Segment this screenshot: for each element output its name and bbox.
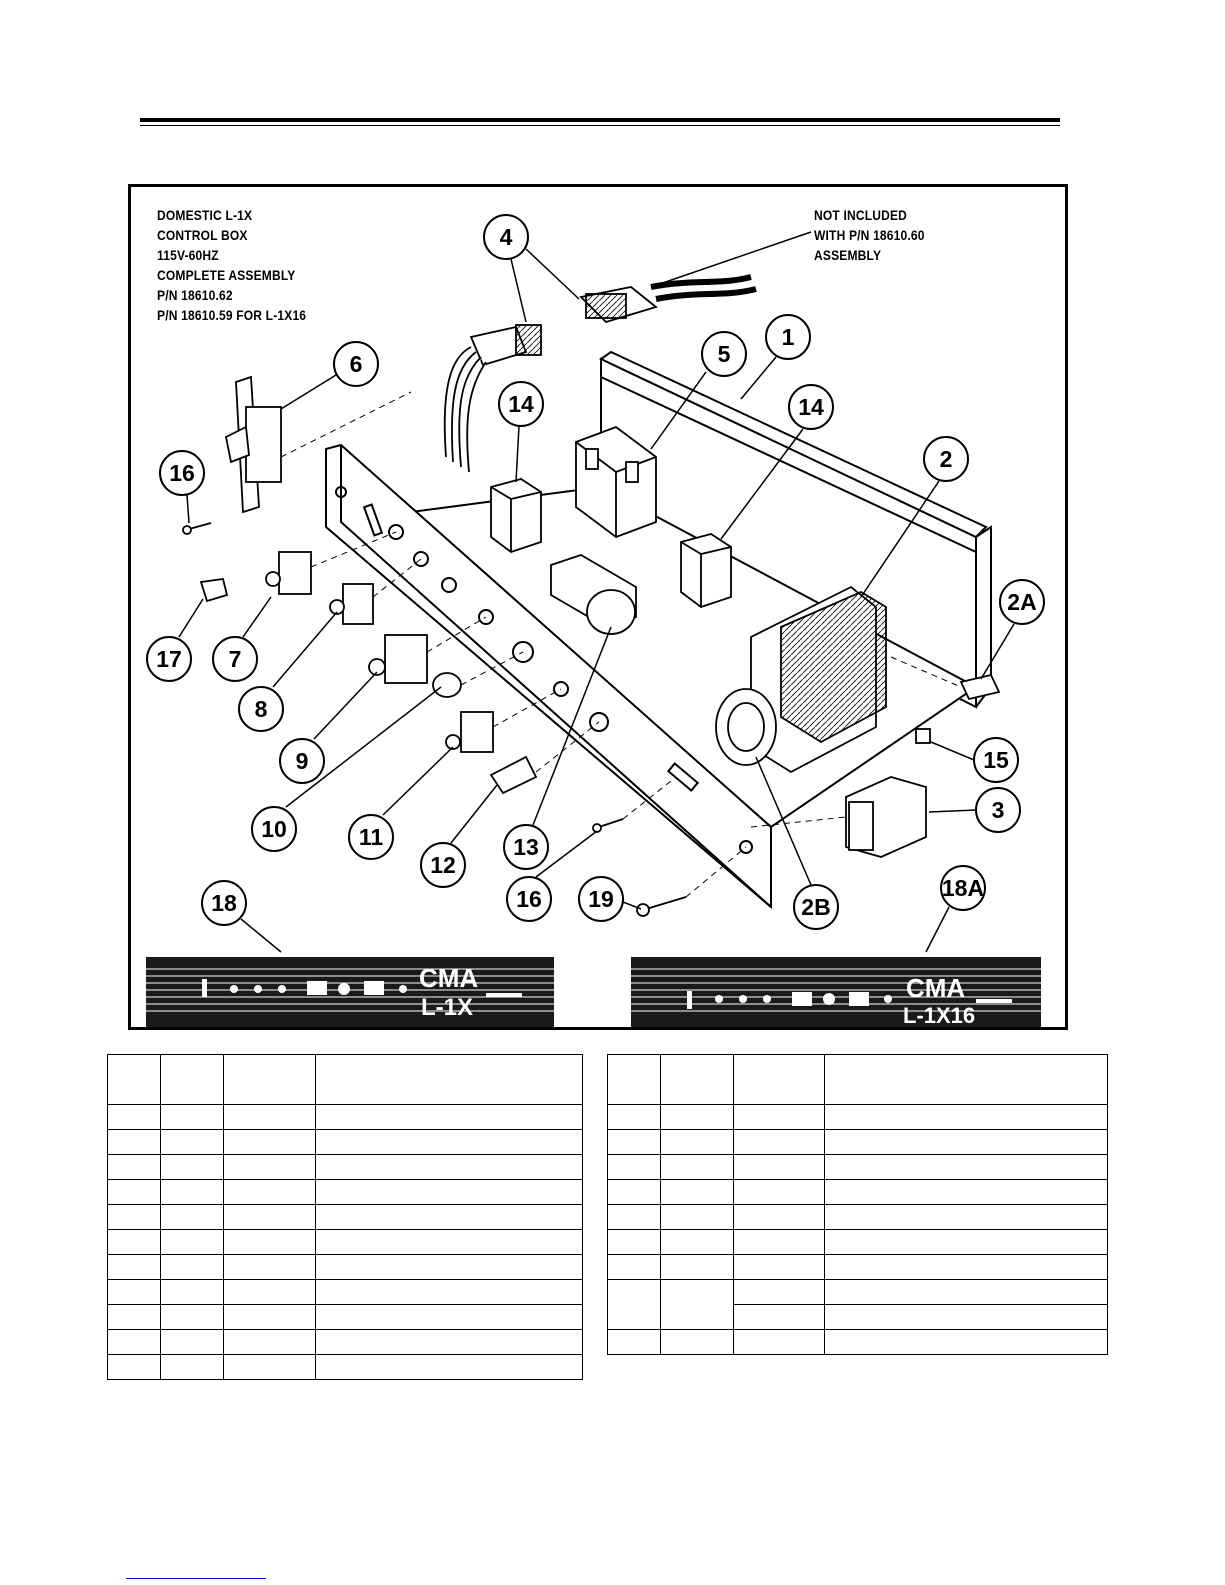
table-row xyxy=(108,1205,583,1230)
svg-text:13: 13 xyxy=(513,834,539,860)
callout-13 xyxy=(504,825,548,869)
callout-9 xyxy=(280,739,324,783)
main-power-switch xyxy=(226,377,281,512)
callout-10 xyxy=(252,807,296,851)
callout-4 xyxy=(484,215,528,259)
decal-model: L-1X xyxy=(421,994,474,1021)
callout-8 xyxy=(239,687,283,731)
decal-brand: CMA xyxy=(906,973,966,1003)
table-row xyxy=(108,1255,583,1280)
table-row xyxy=(608,1330,1108,1355)
svg-text:16: 16 xyxy=(516,886,542,912)
svg-text:7: 7 xyxy=(228,646,242,672)
relay-left xyxy=(491,479,541,552)
callout-16b xyxy=(507,877,551,921)
callout-18 xyxy=(202,881,246,925)
table-row xyxy=(108,1305,583,1330)
callout-14a xyxy=(499,382,543,426)
svg-text:16: 16 xyxy=(169,460,195,486)
exploded-view-drawing xyxy=(131,187,1065,1027)
callout-2 xyxy=(924,437,968,481)
table-header-row xyxy=(608,1055,1108,1105)
footer-link-underline[interactable] xyxy=(126,1578,266,1579)
header-rule-thick xyxy=(140,118,1060,122)
svg-text:10: 10 xyxy=(261,816,287,842)
callout-12 xyxy=(421,843,465,887)
svg-text:8: 8 xyxy=(254,696,268,722)
callout-2B xyxy=(794,885,838,929)
table-row xyxy=(108,1155,583,1180)
table-row xyxy=(108,1330,583,1355)
table-row xyxy=(108,1280,583,1305)
svg-text:2: 2 xyxy=(939,446,953,472)
svg-text:11: 11 xyxy=(358,824,384,850)
assembly-note-left: DOMESTIC L-1X CONTROL BOX 115V-60HZ COMPLETE ASSEMBLY P/N 18610.62 P/N 18610.59 FOR L-1X16 xyxy=(157,207,307,323)
svg-text:17: 17 xyxy=(156,646,182,672)
svg-text:14: 14 xyxy=(508,391,534,417)
parts-table-right xyxy=(607,1054,1108,1355)
decal-l1x xyxy=(146,957,554,1027)
assembly-note-right: NOT INCLUDED WITH P/N 18610.60 ASSEMBLY xyxy=(814,207,925,263)
svg-text:4: 4 xyxy=(499,224,513,250)
svg-text:2B: 2B xyxy=(801,894,831,920)
svg-text:12: 12 xyxy=(430,852,456,878)
svg-text:2A: 2A xyxy=(1007,589,1037,615)
table-row xyxy=(608,1105,1108,1130)
callout-2A xyxy=(1000,580,1044,624)
svg-text:5: 5 xyxy=(717,341,731,367)
callout-1 xyxy=(766,315,810,359)
relay-right xyxy=(681,534,731,607)
table-row xyxy=(608,1280,1108,1305)
callout-11 xyxy=(349,815,393,859)
svg-text:15: 15 xyxy=(983,747,1009,773)
callout-19 xyxy=(579,877,623,921)
callout-6 xyxy=(334,342,378,386)
svg-text:1: 1 xyxy=(781,324,795,350)
svg-text:19: 19 xyxy=(588,886,614,912)
table-row xyxy=(608,1180,1108,1205)
table-row xyxy=(108,1180,583,1205)
decal-brand: CMA xyxy=(419,963,479,993)
callout-7 xyxy=(213,637,257,681)
table-row xyxy=(608,1130,1108,1155)
table-row xyxy=(608,1230,1108,1255)
callout-14b xyxy=(789,385,833,429)
svg-text:3: 3 xyxy=(991,797,1005,823)
callout-3 xyxy=(976,788,1020,832)
svg-text:18: 18 xyxy=(211,890,237,916)
decal-model: L-1X16 xyxy=(903,1003,976,1027)
header-rule-thin xyxy=(140,125,1060,126)
exploded-view-figure xyxy=(128,184,1068,1030)
table-row xyxy=(108,1355,583,1380)
table-row xyxy=(108,1130,583,1155)
table-row xyxy=(608,1155,1108,1180)
decal-l1x16 xyxy=(631,957,1041,1027)
callout-17 xyxy=(147,637,191,681)
callout-18A xyxy=(941,866,985,910)
callout-16a xyxy=(160,451,204,495)
table-row xyxy=(108,1230,583,1255)
svg-text:18A: 18A xyxy=(941,875,985,901)
callout-5 xyxy=(702,332,746,376)
svg-text:14: 14 xyxy=(798,394,824,420)
table-row xyxy=(608,1255,1108,1280)
table-row xyxy=(108,1105,583,1130)
svg-text:6: 6 xyxy=(349,351,363,377)
table-row xyxy=(608,1205,1108,1230)
table-header-row xyxy=(108,1055,583,1105)
svg-text:9: 9 xyxy=(295,748,309,774)
parts-table-left xyxy=(107,1054,583,1380)
callout-15 xyxy=(974,738,1018,782)
